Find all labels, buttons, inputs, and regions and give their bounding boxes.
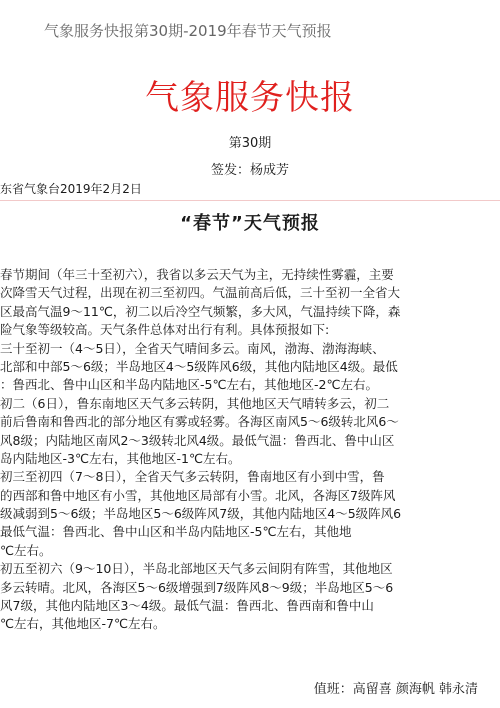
body-line: 险气象等级较高。天气条件总体对出行有利。具体预报如下:: [0, 322, 330, 338]
body-line: 最低气温：鲁西北、鲁中山区和半岛内陆地区-5℃左右，其他地: [0, 524, 352, 540]
forecast-body: [0, 266, 500, 634]
body-line: 风7级，其他内陆地区3～4级。最低气温：鲁西北、鲁西南和鲁中山: [0, 598, 374, 614]
body-line: 的西部和鲁中地区有小雪，其他地区局部有小雪。北风，各海区7级阵风: [0, 487, 396, 503]
body-line: 三十至初一（4～5日），全省天气晴间多云。南风，渤海、渤海海峡、: [0, 340, 385, 356]
body-line: 初五至初六（9～10日），半岛北部地区天气多云间阴有阵雪，其他地区: [0, 561, 393, 577]
body-line: 岛内陆地区-3℃左右，其他地区-1℃左右。: [0, 450, 241, 466]
body-line: 级减弱到5～6级；半岛地区5～6级阵风7级，其他内陆地区4～5级阵风6: [0, 506, 402, 522]
body-line: ：鲁西北、鲁中山区和半岛内陆地区-5℃左右，其他地区-2℃左右。: [0, 377, 379, 393]
issue-number: 第30期: [228, 136, 272, 151]
masthead-title: 气象服务快报: [145, 78, 355, 118]
body-line: 春节期间（年三十至初六），我省以多云天气为主，无持续性雾霾，主要: [0, 267, 394, 282]
issuer-line: 签发：杨成芳: [210, 163, 289, 178]
agency-date-row: [0, 181, 330, 197]
header-divider: [0, 200, 500, 201]
page-header-title: 气象服务快报第30期-2019年春节天气预报: [44, 22, 332, 40]
body-line: ℃左右，其他地区-7℃左右。: [0, 616, 166, 632]
agency-name: 东省气象台: [0, 182, 61, 196]
issue-date: 2019年2月2日: [60, 182, 142, 196]
body-line: 次降雪天气过程，出现在初三至初四。气温前高后低，三十至初一全省大: [0, 285, 401, 301]
body-line: 初二（6日），鲁东南地区天气多云转阴，其他地区天气晴转多云，初二: [0, 395, 390, 411]
body-line: ℃左右。: [0, 542, 52, 558]
body-line: 风8级；内陆地区南风2～3级转北风4级。最低气温：鲁西北、鲁中山区: [0, 432, 395, 448]
duty-staff: 值班：高留喜 颜海帆 韩永清: [313, 682, 478, 697]
body-line: 前后鲁南和鲁西北的部分地区有雾或轻雾。各海区南风5～6级转北风6～: [0, 414, 399, 430]
body-line: 区最高气温9～11℃，初二以后冷空气频繁，多大风，气温持续下降，森: [0, 303, 401, 319]
document-title: “春节”天气预报: [180, 213, 320, 234]
body-line: 多云转晴。北风，各海区5～6级增强到7级阵风8～9级；半岛地区5～6: [0, 579, 394, 595]
body-line: 北部和中部5～6级；半岛地区4～5级阵风6级，其他内陆地区4级。最低: [0, 358, 398, 374]
body-line: 初三至初四（7～8日），全省天气多云转阴，鲁南地区有小到中雪，鲁: [0, 469, 385, 485]
